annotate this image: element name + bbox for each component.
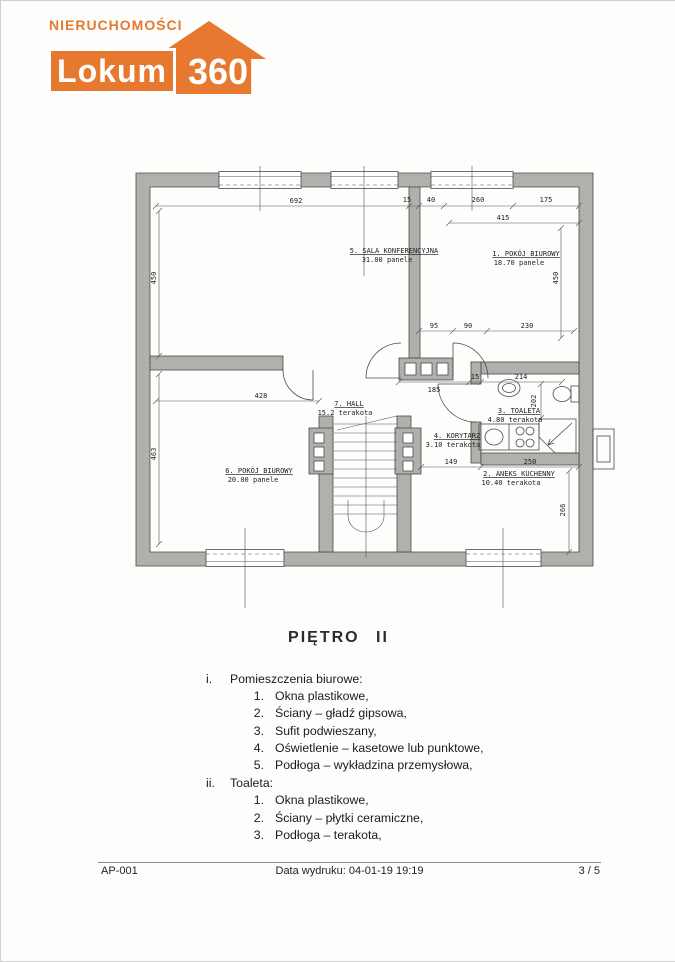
dim-room1-width: 415 [496,214,510,222]
dim-top-total: 692 [289,197,303,205]
room-label-office1: 1. POKÓJ BIUROWY [492,250,560,258]
company-logo [1,1,301,111]
interior-walls [150,187,579,552]
room-label-corridor: 4. KORYTARZ [433,432,481,440]
item-text: Ściany – płytki ceramiczne, [275,810,424,825]
dim-toilet-width: 214 [514,373,528,381]
item-text: Podłoga – wykładzina przemysłowa, [275,758,473,773]
kitchenette-counter [479,424,539,450]
plan-title: PIĘTRO II [288,629,389,646]
item-text: Oświetlenie – kasetowe lub punktowe, [275,740,484,755]
notes-title: Pomieszczenia biurowe: [230,672,363,686]
floor-plan [131,166,615,611]
notes-marker: i. [206,672,213,686]
item-number: 1. [253,793,264,808]
dim-vest-185: 185 [427,386,441,394]
notes-title: Toaleta: [230,776,274,791]
dim-mid-95: 95 [429,322,439,330]
dim-corridor-width: 149 [444,458,458,466]
room-label-hall: 7. HALL [334,400,364,408]
room-label-conference: 5. SALA KONFERENCYJNA [349,247,439,255]
notes-marker: ii. [206,776,215,791]
dim-left-upper: 450 [150,271,158,285]
item-number: 2. [253,810,264,825]
item-number: 5. [253,758,264,773]
item-text: Okna plastikowe, [275,689,369,704]
item-text: Sufit podwieszany, [275,723,377,738]
list-item [248,723,536,740]
item-number: 4. [253,740,264,755]
notes-section-toilet [206,775,536,844]
notes-list [206,671,536,845]
room-area-office1: 18.70 panele [493,259,545,267]
list-item [248,740,536,757]
list-item [248,688,536,705]
dim-top-175: 175 [539,196,553,204]
list-item [248,705,536,722]
dim-kitchen-width: 250 [523,458,537,466]
list-item [248,757,536,774]
staircase [334,416,397,558]
door-swings [283,343,488,422]
dim-top-260: 260 [471,196,485,204]
dim-left-lower: 463 [150,447,158,461]
list-item [248,827,536,844]
item-text: Podłoga – terakota, [275,827,382,842]
dim-right-upper: 450 [552,271,560,285]
dim-mid-230: 230 [520,322,534,330]
item-number: 1. [253,689,264,704]
dim-office6-width: 428 [254,392,268,400]
room-label-kitchenette: 2. ANEKS KUCHENNY [483,470,555,478]
room-label-toilet: 3. TOALETA [497,407,541,415]
dim-top-15: 15 [402,196,412,204]
dim-toilet-height: 202 [530,394,538,408]
item-number: 3. [253,723,264,738]
notes-section-offices [206,671,536,774]
room-area-corridor: 3.10 terakota [425,441,481,449]
logo-tagline: NIERUCHOMOŚCI [49,17,183,33]
logo-number: 360 [187,51,249,92]
dim-mid-90: 90 [463,322,473,330]
room-area-office6: 20.00 panele [227,476,279,484]
list-item [248,810,536,827]
dim-kitchen-height: 266 [559,503,567,517]
dim-vest-15: 15 [470,373,480,381]
room-area-kitchenette: 10.40 terakota [481,479,541,487]
item-text: Okna plastikowe, [275,793,369,808]
window-center-lines [245,166,503,608]
logo-wordmark [48,48,176,94]
room-area-toilet: 4.80 terakota [487,416,543,424]
exterior-unit [593,429,614,469]
footer-doc-id: AP-001 [101,865,138,877]
logo-name: Lokum [57,53,167,89]
dim-top-40: 40 [426,196,436,204]
footer-print-date: Data wydruku: 04-01-19 19:19 [275,865,424,877]
footer-divider [98,862,601,863]
item-number: 2. [253,706,264,721]
footer-page-number: 3 / 5 [578,865,600,877]
item-text: Ściany – gładź gipsowa, [275,706,407,721]
room-area-hall: 15.2 terakota [317,409,373,417]
list-item [248,792,536,809]
room-area-conference: 31.00 panele [361,256,413,264]
room-label-office6: 6. POKÓJ BIUROWY [225,467,293,475]
item-number: 3. [253,827,264,842]
